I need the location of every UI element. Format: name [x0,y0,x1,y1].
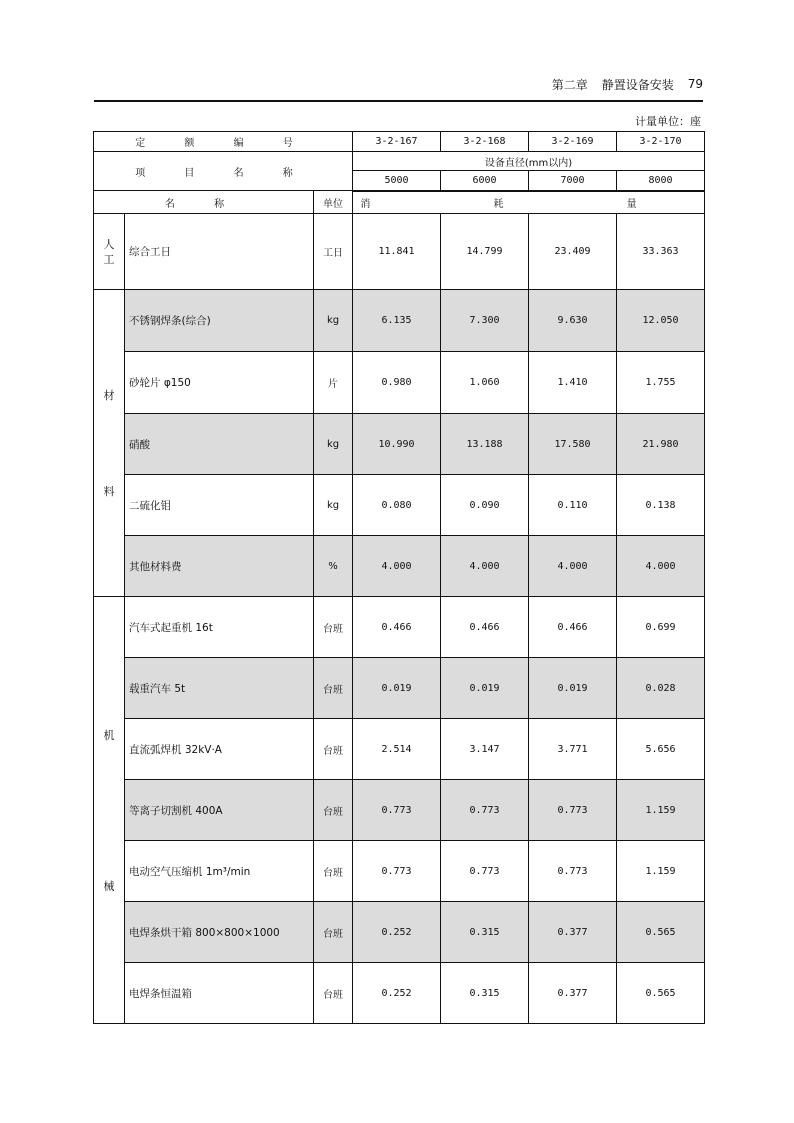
value-cell: 0.252 [353,902,441,963]
value-cell: 14.799 [441,214,529,290]
value-cell: 0.773 [529,780,617,841]
table-row [94,719,705,780]
diameter-cell: 6000 [441,171,529,191]
item-unit: 台班 [314,597,353,658]
value-cell: 1.159 [617,780,705,841]
value-cell: 4.000 [441,536,529,597]
code-cell: 3-2-170 [617,132,705,152]
value-cell: 0.565 [617,963,705,1024]
item-name: 载重汽车 5t [125,658,314,719]
value-cell: 13.188 [441,414,529,475]
value-cell: 5.656 [617,719,705,780]
value-cell: 0.377 [529,963,617,1024]
value-cell: 2.514 [353,719,441,780]
table-row [94,963,705,1024]
item-unit: 片 [314,352,353,414]
column-header-row [94,191,705,214]
item-label: 项 目 名 称 [94,152,353,191]
section-title: 静置设备安装 [601,77,674,92]
category-char: 料 [103,485,115,498]
category-char: 材 [103,389,115,402]
diameter-label: 设备直径(mm以内) [353,152,705,171]
item-name: 等离子切割机 400A [125,780,314,841]
item-name: 二硫化钼 [125,475,314,536]
value-cell: 9.630 [529,290,617,352]
item-name: 汽车式起重机 16t [125,597,314,658]
table-row [94,841,705,902]
value-cell: 4.000 [529,536,617,597]
value-cell: 6.135 [353,290,441,352]
value-cell: 0.028 [617,658,705,719]
value-cell: 1.060 [441,352,529,414]
value-cell: 0.565 [617,902,705,963]
code-cell: 3-2-167 [353,132,441,152]
table-row [94,536,705,597]
item-unit: 台班 [314,841,353,902]
category-machine [94,597,125,1024]
value-cell: 0.019 [353,658,441,719]
value-cell: 3.147 [441,719,529,780]
item-name: 砂轮片 φ150 [125,352,314,414]
value-cell: 0.377 [529,902,617,963]
item-unit: 台班 [314,963,353,1024]
item-unit: kg [314,475,353,536]
item-unit: 台班 [314,902,353,963]
value-cell: 0.138 [617,475,705,536]
item-name: 电焊条恒温箱 [125,963,314,1024]
value-cell: 10.990 [353,414,441,475]
table-row [94,352,705,414]
item-name: 其他材料费 [125,536,314,597]
value-cell: 12.050 [617,290,705,352]
unit-header: 单位 [314,191,353,214]
value-cell: 0.773 [441,841,529,902]
item-name: 电焊条烘干箱 800×800×1000 [125,902,314,963]
header-rule [94,100,703,102]
diameter-cell: 8000 [617,171,705,191]
table-row [94,214,705,290]
value-cell: 0.019 [441,658,529,719]
quota-label: 定 额 编 号 [94,132,353,152]
item-unit: 工日 [314,214,353,290]
code-row [94,132,705,152]
category-labor [94,214,125,290]
category-char: 工 [103,252,115,266]
value-cell: 0.773 [353,841,441,902]
diameter-cell: 7000 [529,171,617,191]
quota-table [93,131,705,1024]
consumption-header: 消 耗 量 [353,191,705,214]
page-header [520,74,703,94]
value-cell: 0.773 [353,780,441,841]
table-row [94,658,705,719]
value-cell: 0.773 [529,841,617,902]
item-name: 直流弧焊机 32kV·A [125,719,314,780]
value-cell: 0.980 [353,352,441,414]
item-name: 综合工日 [125,214,314,290]
value-cell: 1.159 [617,841,705,902]
table-row [94,290,705,352]
item-unit: kg [314,290,353,352]
value-cell: 1.410 [529,352,617,414]
value-cell: 23.409 [529,214,617,290]
value-cell: 21.980 [617,414,705,475]
value-cell: 0.110 [529,475,617,536]
value-cell: 0.466 [529,597,617,658]
table-row [94,780,705,841]
value-cell: 3.771 [529,719,617,780]
category-char: 械 [103,879,115,893]
diameter-cell: 5000 [353,171,441,191]
item-unit: 台班 [314,719,353,780]
value-cell: 0.773 [441,780,529,841]
diameter-header-row [94,152,705,171]
item-name: 电动空气压缩机 1m³/min [125,841,314,902]
item-unit: % [314,536,353,597]
value-cell: 4.000 [617,536,705,597]
value-cell: 0.252 [353,963,441,1024]
value-cell: 0.090 [441,475,529,536]
value-cell: 0.466 [353,597,441,658]
category-char: 人 [103,237,115,251]
value-cell: 0.019 [529,658,617,719]
value-cell: 17.580 [529,414,617,475]
value-cell: 0.466 [441,597,529,658]
page-number: 79 [687,77,703,91]
value-cell: 4.000 [353,536,441,597]
value-cell: 7.300 [441,290,529,352]
category-char: 机 [103,728,115,742]
item-unit: 台班 [314,658,353,719]
item-name: 不锈钢焊条(综合) [125,290,314,352]
table-row [94,902,705,963]
code-cell: 3-2-168 [441,132,529,152]
table-row [94,475,705,536]
item-name: 硝酸 [125,414,314,475]
table-row [94,414,705,475]
value-cell: 11.841 [353,214,441,290]
value-cell: 0.315 [441,902,529,963]
value-cell: 0.315 [441,963,529,1024]
value-cell: 0.080 [353,475,441,536]
code-cell: 3-2-169 [529,132,617,152]
unit-label: 计量单位：座 [635,115,701,128]
value-cell: 33.363 [617,214,705,290]
value-cell: 0.699 [617,597,705,658]
chapter-label: 第二章 [551,77,588,92]
item-unit: kg [314,414,353,475]
name-header: 名 称 [94,191,314,214]
value-cell: 1.755 [617,352,705,414]
category-material [94,290,125,597]
table-row [94,597,705,658]
item-unit: 台班 [314,780,353,841]
